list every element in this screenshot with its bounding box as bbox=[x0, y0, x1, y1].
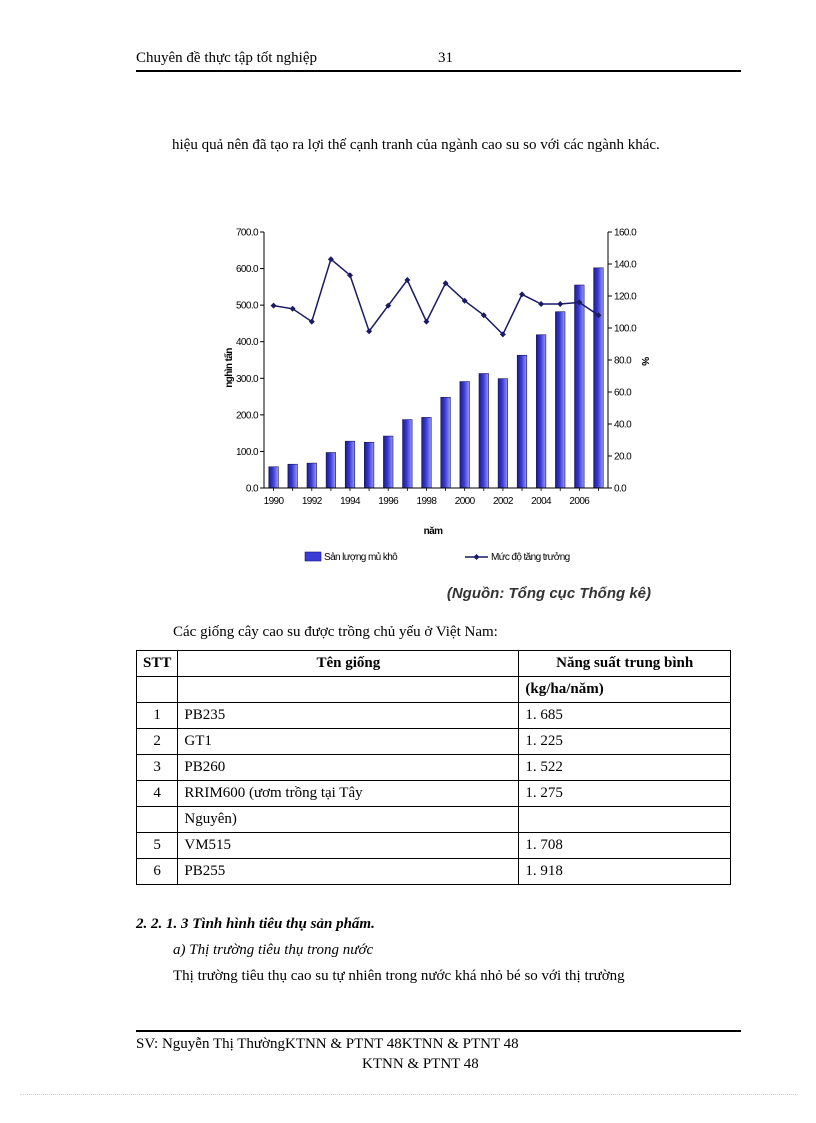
row-stt: 2 bbox=[137, 729, 178, 755]
x-tick-label: 2004 bbox=[531, 496, 552, 507]
row-stt: 1 bbox=[137, 703, 178, 729]
x-axis-label: năm bbox=[423, 526, 443, 537]
row-variety: Nguyên) bbox=[178, 807, 519, 833]
bar-1998 bbox=[422, 417, 432, 488]
table-row bbox=[137, 781, 731, 807]
bar-1990 bbox=[269, 467, 279, 488]
row-yield: 1. 275 bbox=[519, 781, 731, 807]
y-tick-label: 700.0 bbox=[235, 227, 258, 239]
x-tick-label: 1998 bbox=[416, 496, 437, 507]
bar-2004 bbox=[536, 335, 546, 488]
row-yield: 1. 685 bbox=[519, 703, 731, 729]
page-edge bbox=[20, 1094, 796, 1095]
y2-tick-label: 80.0 bbox=[614, 355, 632, 367]
bar-2007 bbox=[594, 268, 604, 488]
chart-svg bbox=[218, 218, 658, 613]
y2-tick-label: 60.0 bbox=[614, 387, 632, 399]
row-stt: 6 bbox=[137, 859, 178, 885]
y2-tick-label: 20.0 bbox=[614, 451, 632, 463]
row-yield: 1. 708 bbox=[519, 833, 731, 859]
table-row bbox=[137, 859, 731, 885]
y-tick-label: 100.0 bbox=[235, 446, 258, 458]
row-variety: VM515 bbox=[178, 833, 519, 859]
bar-1993 bbox=[326, 453, 336, 488]
rubber-varieties-table bbox=[136, 650, 731, 885]
bar-2003 bbox=[517, 355, 527, 488]
header-variety-name: Tên giống bbox=[178, 651, 519, 677]
footer-line-2: KTNN & PTNT 48 bbox=[362, 1056, 479, 1072]
production-chart bbox=[218, 218, 658, 613]
yield-unit: (kg/ha/năm) bbox=[519, 677, 731, 703]
bar-1994 bbox=[345, 441, 355, 488]
table-row bbox=[137, 729, 731, 755]
table-unit-row bbox=[137, 677, 731, 703]
row-stt: 5 bbox=[137, 833, 178, 859]
table-cell bbox=[178, 677, 519, 703]
row-variety: PB255 bbox=[178, 859, 519, 885]
legend-bar-label: Sản lượng mủ khô bbox=[324, 552, 398, 563]
chart-source: (Nguồn: Tổng cục Thống kê) bbox=[446, 585, 651, 602]
bar-2002 bbox=[498, 379, 508, 488]
y-tick-label: 0.0 bbox=[245, 483, 258, 495]
row-yield: 1. 522 bbox=[519, 755, 731, 781]
y2-axis-label: % bbox=[639, 356, 650, 366]
row-yield bbox=[519, 807, 731, 833]
x-tick-label: 1992 bbox=[301, 496, 322, 507]
legend-line-label: Mức độ tăng trưởng bbox=[491, 552, 570, 563]
page-header bbox=[136, 48, 741, 72]
legend-line-marker bbox=[474, 554, 480, 560]
table-cell bbox=[137, 677, 178, 703]
row-stt bbox=[137, 807, 178, 833]
header-stt: STT bbox=[137, 651, 178, 677]
bar-1999 bbox=[441, 397, 451, 488]
growth-point-2003 bbox=[519, 291, 525, 297]
y2-tick-label: 120.0 bbox=[614, 291, 637, 303]
y2-tick-label: 100.0 bbox=[614, 323, 637, 335]
table-caption: Các giống cây cao su được trồng chủ yếu ở Việt Nam: bbox=[173, 624, 498, 640]
bar-1997 bbox=[403, 420, 413, 488]
bar-2000 bbox=[460, 382, 470, 488]
row-variety: PB260 bbox=[178, 755, 519, 781]
section-heading: 2. 2. 1. 3 Tình hình tiêu thụ sản phẩm. bbox=[136, 916, 375, 932]
y2-tick-label: 0.0 bbox=[614, 483, 627, 495]
growth-point-1990 bbox=[271, 303, 277, 309]
bar-2006 bbox=[575, 285, 585, 488]
legend-bar-swatch bbox=[305, 552, 321, 561]
line-series bbox=[271, 256, 602, 337]
bar-1991 bbox=[288, 464, 298, 488]
y-axis-label: nghìn tấn bbox=[224, 348, 235, 388]
x-tick-label: 2006 bbox=[569, 496, 590, 507]
x-tick-label: 2002 bbox=[492, 496, 513, 507]
y2-tick-label: 40.0 bbox=[614, 419, 632, 431]
row-variety: RRIM600 (ươm trồng tại Tây bbox=[178, 781, 519, 807]
table-row bbox=[137, 755, 731, 781]
bar-2005 bbox=[555, 312, 565, 488]
table-row bbox=[137, 833, 731, 859]
growth-line bbox=[274, 259, 599, 334]
y2-tick-label: 160.0 bbox=[614, 227, 637, 239]
bar-1996 bbox=[383, 436, 393, 488]
legend bbox=[305, 551, 570, 563]
x-tick-label: 1990 bbox=[263, 496, 284, 507]
x-tick-label: 1996 bbox=[378, 496, 399, 507]
y-tick-label: 400.0 bbox=[235, 337, 258, 349]
table-header-row bbox=[137, 651, 731, 677]
row-yield: 1. 225 bbox=[519, 729, 731, 755]
growth-point-1998 bbox=[423, 319, 429, 325]
growth-point-2004 bbox=[538, 301, 544, 307]
footer-rule bbox=[136, 1030, 741, 1032]
row-variety: PB235 bbox=[178, 703, 519, 729]
growth-point-2005 bbox=[557, 301, 563, 307]
page-number: 31 bbox=[438, 50, 453, 66]
bar-1995 bbox=[364, 442, 374, 488]
y2-tick-label: 140.0 bbox=[614, 259, 637, 271]
table-row bbox=[137, 807, 731, 833]
sub-heading: a) Thị trường tiêu thụ trong nước bbox=[173, 942, 374, 958]
bar-2001 bbox=[479, 374, 489, 488]
header-average-yield: Năng suất trung bình bbox=[519, 651, 731, 677]
footer-line-1: SV: Nguyễn Thị ThườngKTNN & PTNT 48KTNN & PTNT 48 bbox=[136, 1036, 519, 1052]
y-tick-label: 500.0 bbox=[235, 300, 258, 312]
header-title: Chuyên đề thực tập tốt nghiệp bbox=[136, 50, 318, 66]
y-tick-label: 600.0 bbox=[235, 264, 258, 276]
row-stt: 3 bbox=[137, 755, 178, 781]
x-tick-label: 1994 bbox=[340, 496, 360, 507]
row-stt: 4 bbox=[137, 781, 178, 807]
bar-1992 bbox=[307, 463, 317, 488]
y-tick-label: 200.0 bbox=[235, 410, 258, 422]
x-tick-label: 2000 bbox=[454, 496, 475, 507]
row-yield: 1. 918 bbox=[519, 859, 731, 885]
body-text: Thị trường tiêu thụ cao su tự nhiên trong nước khá nhỏ bé so với thị trường bbox=[173, 968, 625, 984]
y-tick-label: 300.0 bbox=[235, 373, 258, 385]
table-row bbox=[137, 703, 731, 729]
row-variety: GT1 bbox=[178, 729, 519, 755]
intro-paragraph: hiệu quả nên đã tạo ra lợi thế cạnh tranh của ngành cao su so với các ngành khác. bbox=[172, 137, 660, 153]
